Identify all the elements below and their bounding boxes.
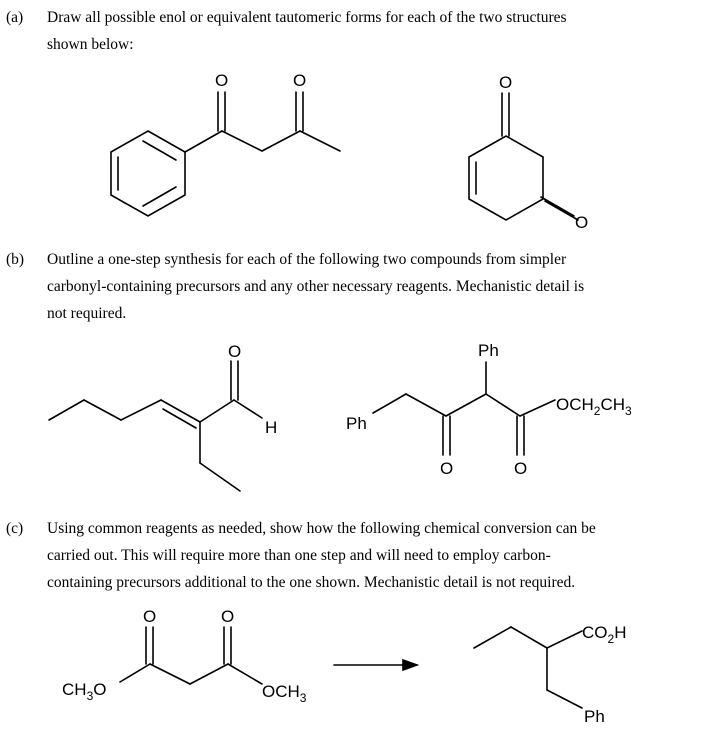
phenyl-label: Ph <box>584 707 605 726</box>
question-b-line-3: not required. <box>47 305 127 322</box>
oxygen-label: O <box>221 607 235 626</box>
oxygen-label: O <box>499 73 513 92</box>
oxygen-label: O <box>215 71 229 90</box>
structure-a2-cyclohexenedione <box>469 73 588 232</box>
oxygen-label: O <box>143 607 157 626</box>
ethoxy-label: $OCH_2CH_3$ <box>556 395 632 418</box>
oxygen-label: O <box>293 71 307 90</box>
carboxylic-acid-label: $CO_2H$ <box>582 623 627 646</box>
question-b-line-1: Outline a one-step synthesis for each of the following two compounds from simpler <box>47 251 567 268</box>
question-c-label: (c) <box>6 520 24 537</box>
methoxy-label-left: $CH_3O$ <box>62 680 107 703</box>
question-b-line-2: carbonyl-containing precursors and any other necessary reagents. Mechanistic detail is <box>47 278 585 295</box>
question-c-line-3: containing precursors additional to the one shown. Mechanistic detail is not required. <box>47 574 576 591</box>
cyclohexene-ring <box>469 136 543 220</box>
question-a-line-1: Draw all possible enol or equivalent tautomeric forms for each of the two structures <box>47 9 567 26</box>
structure-b1-enal <box>49 342 277 491</box>
structure-c-product <box>474 623 626 726</box>
structure-c-start <box>62 607 307 705</box>
methoxy-label-right: $OCH_3$ <box>262 682 307 705</box>
phenyl-label: Ph <box>346 414 367 433</box>
oxygen-label: O <box>514 459 528 478</box>
oxygen-label: O <box>228 342 242 361</box>
question-c-line-2: carried out. This will require more than one step and will need to employ carbon- <box>47 547 551 564</box>
question-a-label: (a) <box>6 9 24 26</box>
reaction-arrow <box>334 660 417 670</box>
hydrogen-label: H <box>265 418 278 437</box>
structure-a1-diketone <box>111 71 340 216</box>
question-c-line-1: Using common reagents as needed, show how the following chemical conversion can be <box>47 520 596 537</box>
question-a-line-2: shown below: <box>47 36 134 53</box>
phenyl-label: Ph <box>478 341 499 360</box>
oxygen-label: O <box>575 213 589 232</box>
oxygen-label: O <box>440 459 454 478</box>
bond-phenyl-carbonyl <box>185 131 222 152</box>
structure-b2-ketoester <box>346 341 632 478</box>
question-b-label: (b) <box>6 251 25 268</box>
